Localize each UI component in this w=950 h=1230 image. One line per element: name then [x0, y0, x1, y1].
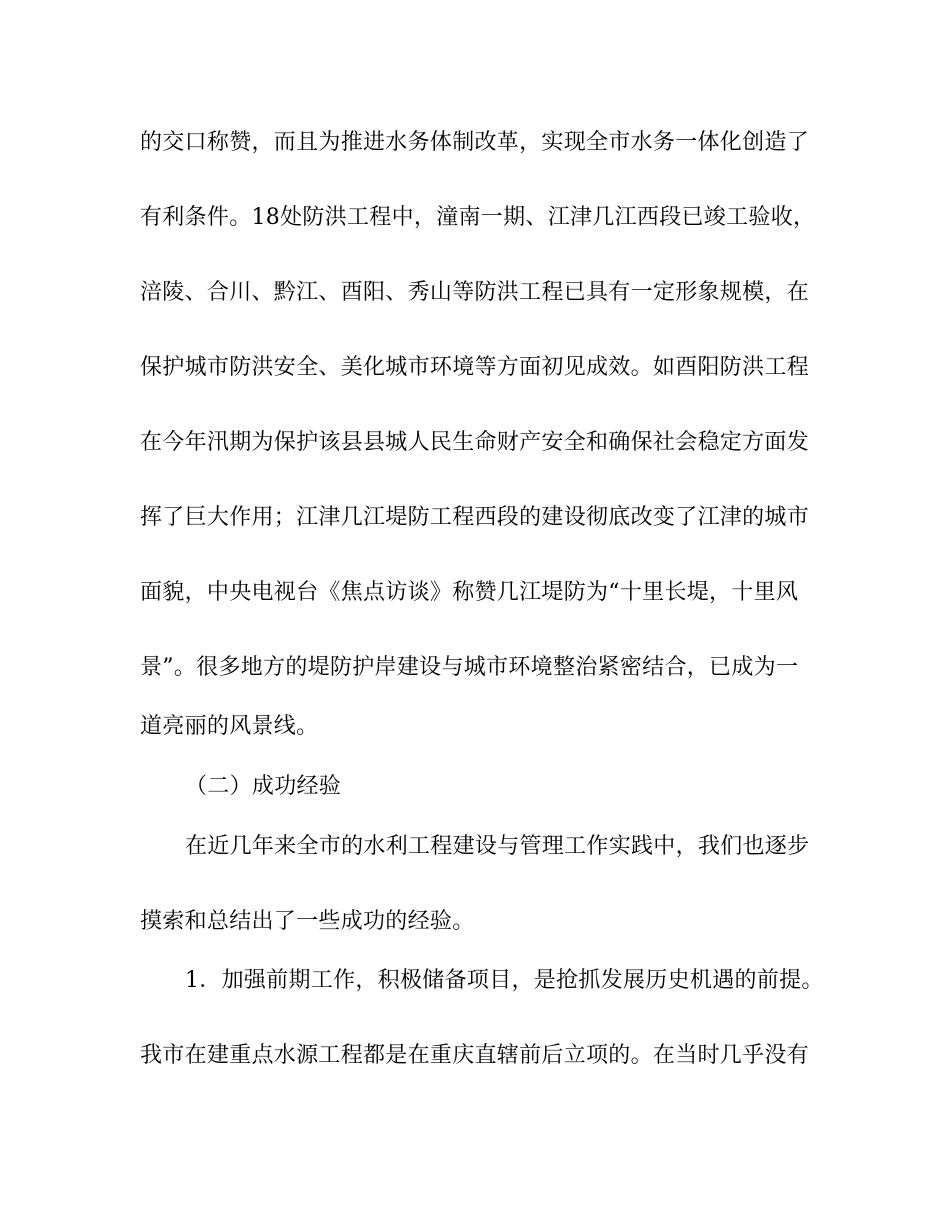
body-text-line: 保护城市防洪安全、美化城市环境等方面初见成效。如酉阳防洪工程 — [140, 355, 810, 380]
numbered-item-line: 1．加强前期工作，积极储备项目，是抢抓发展历史机遇的前提。 — [185, 968, 824, 993]
body-text-line: 我市在建重点水源工程都是在重庆直辖前后立项的。在当时几乎没有 — [140, 1043, 810, 1068]
body-text-line: 在今年汛期为保护该县县城人民生命财产安全和确保社会稳定方面发 — [140, 430, 810, 455]
body-text-line: 涪陵、合川、黔江、酉阳、秀山等防洪工程已具有一定形象规模，在 — [140, 280, 810, 305]
body-text-line: 景”。很多地方的堤防护岸建设与城市环境整治紧密结合，已成为一 — [140, 655, 799, 680]
body-text-line: 面貌，中央电视台《焦点访谈》称赞几江堤防为“十里长堤，十里风 — [140, 580, 799, 605]
paragraph-first-line: 在近几年来全市的水利工程建设与管理工作实践中，我们也逐步 — [185, 834, 810, 859]
body-text-line: 的交口称赞，而且为推进水务体制改革，实现全市水务一体化创造了 — [140, 130, 810, 155]
section-heading: （二）成功经验 — [185, 774, 342, 799]
body-text-line: 道亮丽的风景线。 — [140, 714, 319, 739]
body-text-line: 挥了巨大作用；江津几江堤防工程西段的建设彻底改变了江津的城市 — [140, 505, 810, 530]
body-text-line: 有利条件。18处防洪工程中，潼南一期、江津几江西段已竣工验收， — [140, 205, 816, 230]
body-text-line: 摸索和总结出了一些成功的经验。 — [140, 909, 475, 934]
